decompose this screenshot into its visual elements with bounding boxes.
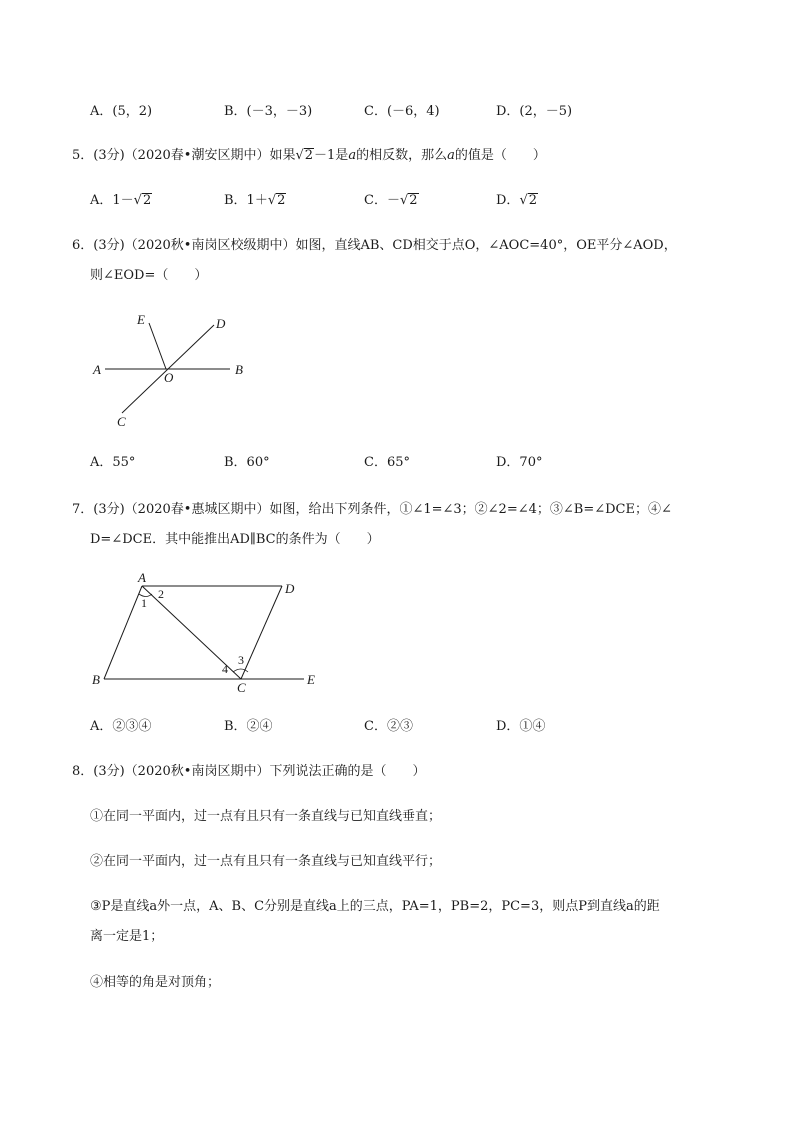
q7-stem-line1: 7．(3分)（2020春•惠城区期中）如图，给出下列条件，①∠1=∠3；②∠2=∠4；③∠B=∠DCE；④∠ <box>72 502 672 517</box>
q6-label-b: B <box>235 362 243 377</box>
q6-label-a: A <box>93 362 101 377</box>
q7-label-angle-3: 3 <box>238 653 244 667</box>
q7-figure <box>86 568 326 696</box>
q7-label-a: A <box>138 570 146 585</box>
q7-option-c: C．②③ <box>364 719 413 734</box>
q7-option-b: B．②④ <box>224 719 273 734</box>
q7-stem-line2: D=∠DCE．其中能推出AD∥BC的条件为（ ） <box>90 532 380 547</box>
q6-option-b: B．60° <box>224 455 270 470</box>
q6-label-c: C <box>117 414 126 429</box>
q5-option-c <box>364 193 419 209</box>
q5-suffix: 的值是（ ） <box>454 148 546 163</box>
q7-label-c: C <box>237 680 246 695</box>
q5-radicand: 2 <box>304 148 314 163</box>
q6-stem-line1: 6．(3分)（2020秋•南岗区校级期中）如图，直线AB、CD相交于点O，∠AOC=40°，OE平分∠AOD， <box>72 238 677 253</box>
q5-option-b-text: B．1＋ <box>224 193 268 208</box>
q5-mid: －1是 <box>314 148 349 163</box>
q7-segment-dc <box>241 586 282 679</box>
q4-option-c: C．(－6，4) <box>364 104 440 119</box>
q6-option-a: A．55° <box>90 455 136 470</box>
q7-label-b: B <box>92 672 100 687</box>
q6-label-o: O <box>164 370 174 385</box>
q8-item-3: ③P是直线a外一点，A、B、C分别是直线a上的三点，PA=1，PB=2，PC=3，则点P到直线a的距 <box>90 899 660 914</box>
q5-option-d-radicand: 2 <box>528 193 538 208</box>
q8-stem: 8．(3分)（2020秋•南岗区期中）下列说法正确的是（ ） <box>72 764 426 779</box>
q5-option-d <box>496 193 538 209</box>
q5-option-a <box>90 193 152 209</box>
q5-option-a-text: A．1－ <box>90 193 134 208</box>
q5-option-c-text: C．－ <box>364 193 400 208</box>
q7-label-e: E <box>307 672 315 687</box>
q7-label-d: D <box>285 581 295 596</box>
q4-option-a: A．(5，2) <box>90 104 153 119</box>
q7-label-angle-4: 4 <box>222 662 228 676</box>
q5-option-b-radicand: 2 <box>277 193 286 208</box>
q5-prefix: 5．(3分)（2020春•潮安区期中）如果 <box>72 148 296 163</box>
radical-sign-icon: √ <box>399 193 409 208</box>
q5-option-b <box>224 193 286 209</box>
q7-label-angle-1: 1 <box>141 596 147 610</box>
q8-item-2: ②在同一平面内，过一点有且只有一条直线与已知直线平行； <box>90 854 442 869</box>
q7-option-d: D．①④ <box>496 719 546 734</box>
q5-var: a <box>348 148 357 163</box>
q5-mid2: 的相反数，那么 <box>356 148 448 163</box>
radical-sign-icon: √ <box>519 193 528 208</box>
q6-stem-line2: 则∠EOD=（ ） <box>90 268 208 283</box>
q6-ray-oe <box>149 323 166 369</box>
q7-label-angle-2: 2 <box>158 587 164 601</box>
q5-var2: a <box>447 148 455 163</box>
q5-stem <box>72 148 546 164</box>
q8-item-3-cont: 离一定是1； <box>90 929 164 944</box>
q6-figure <box>80 305 280 435</box>
q6-option-c: C．65° <box>364 455 410 470</box>
q5-option-a-radicand: 2 <box>142 193 152 208</box>
q7-option-a: A．②③④ <box>90 719 152 734</box>
radical-sign-icon: √ <box>267 193 277 208</box>
q4-option-b: B．(－3，－3) <box>224 104 313 119</box>
q4-option-d: D．(2，－5) <box>496 104 573 119</box>
q5-option-c-radicand: 2 <box>409 193 418 208</box>
q5-option-d-text: D． <box>496 193 520 208</box>
radical-sign-icon: √ <box>295 148 304 163</box>
q7-segment-ab <box>104 586 142 679</box>
q6-label-d: D <box>216 316 226 331</box>
q6-label-e: E <box>137 312 145 327</box>
radical-sign-icon: √ <box>133 193 142 208</box>
q6-option-d: D．70° <box>496 455 543 470</box>
q8-item-4: ④相等的角是对顶角； <box>90 975 221 990</box>
q8-item-1: ①在同一平面内，过一点有且只有一条直线与已知直线垂直； <box>90 809 442 824</box>
